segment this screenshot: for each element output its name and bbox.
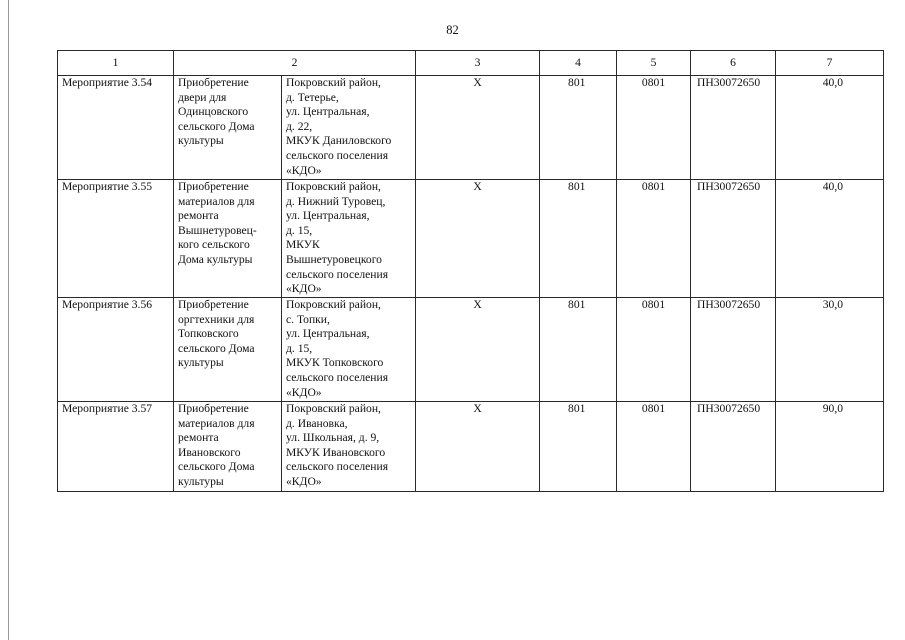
col3-cell: Х — [416, 402, 540, 492]
location-cell: Покровский район, с. Топки, ул. Центральная, д. 15, МКУК Топковского сельского поселения «КДО» — [282, 298, 416, 402]
amount-cell: 30,0 — [776, 298, 884, 402]
description-cell: Приобретение материалов для ремонта Вышнетуровец- кого сельского Дома культуры — [174, 180, 282, 298]
description-cell: Приобретение двери для Одинцовского сельского Дома культуры — [174, 76, 282, 180]
header-col-1: 1 — [58, 51, 174, 76]
col3-cell: Х — [416, 298, 540, 402]
col3-cell: Х — [416, 180, 540, 298]
table-row — [58, 402, 884, 492]
measure-cell: Мероприятие 3.54 — [58, 76, 174, 180]
location-cell: Покровский район, д. Ивановка, ул. Школьная, д. 9, МКУК Ивановского сельского поселения «КДО» — [282, 402, 416, 492]
table-row — [58, 180, 884, 298]
col3-cell: Х — [416, 76, 540, 180]
budget-measures-table — [57, 50, 884, 492]
header-col-7: 7 — [776, 51, 884, 76]
col5-cell: 0801 — [617, 402, 691, 492]
location-cell: Покровский район, д. Тетерье, ул. Центральная, д. 22, МКУК Даниловского сельского поселения «КДО» — [282, 76, 416, 180]
col6-cell: ПН30072650 — [691, 402, 776, 492]
header-col-4: 4 — [540, 51, 617, 76]
header-row — [58, 51, 884, 76]
col6-cell: ПН30072650 — [691, 298, 776, 402]
description-cell: Приобретение оргтехники для Топковского сельского Дома культуры — [174, 298, 282, 402]
col4-cell: 801 — [540, 76, 617, 180]
page-number: 82 — [446, 23, 459, 37]
header-col-6: 6 — [691, 51, 776, 76]
measure-cell: Мероприятие 3.56 — [58, 298, 174, 402]
col4-cell: 801 — [540, 298, 617, 402]
amount-cell: 40,0 — [776, 180, 884, 298]
header-col-2: 2 — [174, 51, 416, 76]
header-col-3: 3 — [416, 51, 540, 76]
amount-cell: 40,0 — [776, 76, 884, 180]
measure-cell: Мероприятие 3.57 — [58, 402, 174, 492]
table-row — [58, 298, 884, 402]
measure-cell: Мероприятие 3.55 — [58, 180, 174, 298]
location-cell: Покровский район, д. Нижний Туровец, ул. Центральная, д. 15, МКУК Вышнетуровецкого сельского поселения «КДО» — [282, 180, 416, 298]
col6-cell: ПН30072650 — [691, 76, 776, 180]
amount-cell: 90,0 — [776, 402, 884, 492]
description-cell: Приобретение материалов для ремонта Ивановского сельского Дома культуры — [174, 402, 282, 492]
col6-cell: ПН30072650 — [691, 180, 776, 298]
col4-cell: 801 — [540, 180, 617, 298]
col5-cell: 0801 — [617, 298, 691, 402]
col5-cell: 0801 — [617, 180, 691, 298]
col5-cell: 0801 — [617, 76, 691, 180]
scan-edge-line — [8, 0, 9, 640]
col4-cell: 801 — [540, 402, 617, 492]
table-row — [58, 76, 884, 180]
header-col-5: 5 — [617, 51, 691, 76]
